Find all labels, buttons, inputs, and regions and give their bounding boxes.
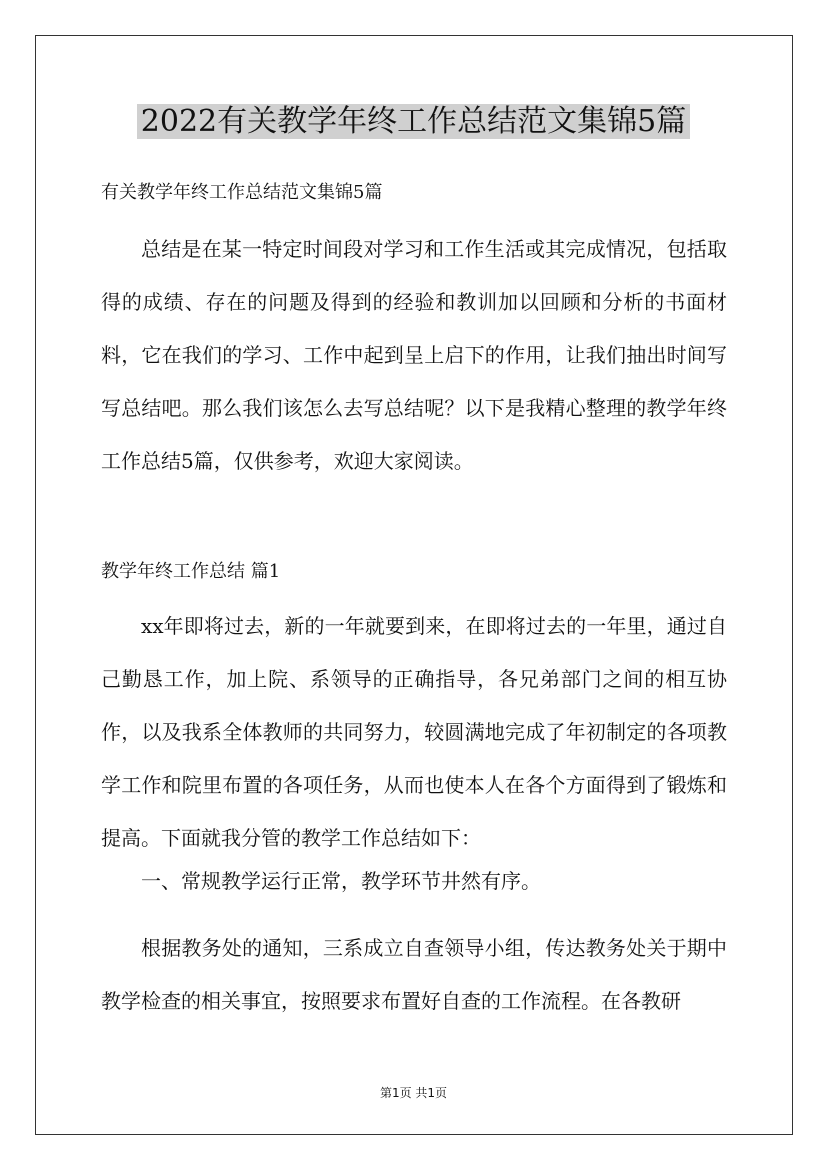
body-paragraph-continued: 根据教务处的通知，三系成立自查领导小组，传达教务处关于期中教学检查的相关事宜，按照要求布置好自查的工作流程。在各教研 xyxy=(101,936,727,1013)
document-title xyxy=(0,98,827,146)
page-footer: 第1页 共1页 xyxy=(379,1086,448,1100)
document-subtitle: 有关教学年终工作总结范文集锦5篇 xyxy=(101,182,383,203)
document-title-text: 2022有关教学年终工作总结范文集锦5篇 xyxy=(137,104,690,139)
section-heading: 教学年终工作总结 篇1 xyxy=(101,561,281,582)
intro-paragraph: 总结是在某一特定时间段对学习和工作生活或其完成情况，包括取得的成绩、存在的问题及得到的经验和教训加以回顾和分析的书面材料，它在我们的学习、工作中起到呈上启下的作用，让我们抽出时间写写总结吧。那么我们该怎么去写总结呢？以下是我精心整理的教学年终工作总结5篇，仅供参考，欢迎大家阅读。 xyxy=(101,237,727,473)
body-paragraph: xx年即将过去，新的一年就要到来，在即将过去的一年里，通过自己勤恳工作，加上院、系领导的正确指导，各兄弟部门之间的相互协作，以及我系全体教师的共同努力，较圆满地完成了年初制定的各项教学工作和院里布置的各项任务，从而也使本人在各个方面得到了锻炼和提高。下面就我分管的教学工作总结如下： xyxy=(101,614,727,850)
list-item-heading: 一、常规教学运行正常，教学环节井然有序。 xyxy=(141,869,541,893)
